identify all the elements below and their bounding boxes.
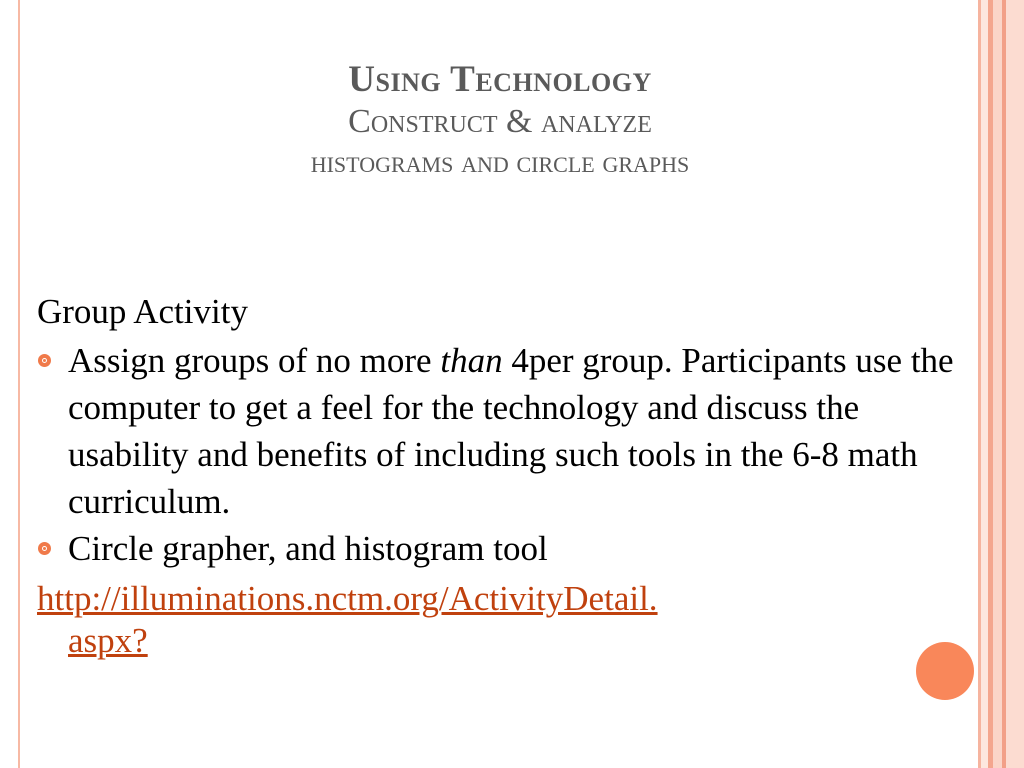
- title-line-1: Using Technology: [348, 59, 652, 100]
- bullet-text-1-italic: than: [440, 341, 503, 380]
- link-line-1: http://illuminations.nctm.org/ActivityDetail.: [37, 579, 658, 618]
- bullet-text-1: [68, 337, 977, 525]
- stripe: [981, 0, 988, 768]
- bullet-text-1-part2: 4per group. Participants use the computer to get a feel for the technology and discuss the usability and benefits of including such tools in the 6-8 math curriculum.: [68, 341, 954, 521]
- bullet-text-2: Circle grapher, and histogram tool: [68, 529, 548, 568]
- title-line-3: histograms and circle graphs: [310, 144, 690, 179]
- body-heading: Group Activity: [37, 292, 248, 331]
- bullet-circle-icon: [38, 542, 51, 555]
- illuminations-link[interactable]: [37, 578, 977, 662]
- stripe: [993, 0, 1002, 768]
- title-line-2: Construct & analyze: [348, 103, 652, 140]
- slide-title: [150, 58, 850, 182]
- stripe: [1006, 0, 1024, 768]
- bullet-circle-icon: [38, 354, 51, 367]
- slide-body: [37, 288, 977, 662]
- decorative-side-stripes: [978, 0, 1024, 768]
- decorative-orange-circle: [916, 642, 974, 700]
- link-line-2: aspx?: [68, 621, 148, 660]
- left-frame-line: [18, 0, 20, 768]
- bullet-item-1: [37, 337, 977, 525]
- bullet-text-1-part1: Assign groups of no more: [68, 341, 441, 380]
- bullet-item-2: [37, 525, 977, 572]
